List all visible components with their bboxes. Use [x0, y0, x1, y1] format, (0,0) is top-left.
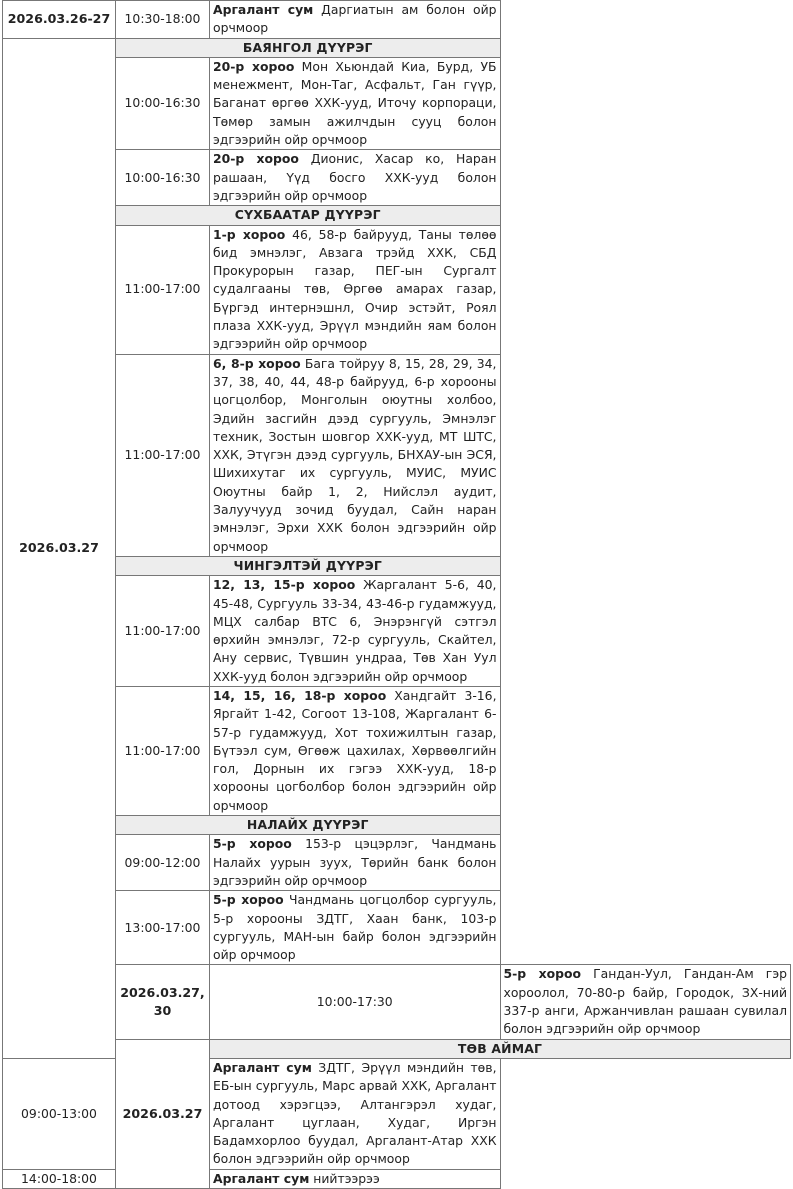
time-cell: 11:00-17:00	[116, 225, 210, 354]
area-name: 20-р хороо	[213, 58, 295, 74]
area-name: 12, 13, 15-р хороо	[213, 577, 356, 593]
location-cell	[210, 354, 501, 556]
section-row	[3, 556, 791, 575]
table-row	[3, 354, 791, 556]
location-cell	[210, 576, 501, 687]
date-cell: 2026.03.27	[3, 38, 116, 1058]
time-cell: 14:00-18:00	[3, 1169, 116, 1188]
time-cell: 09:00-13:00	[3, 1058, 116, 1169]
section-row	[3, 816, 791, 835]
area-name: Аргалант сум	[213, 2, 314, 17]
location-cell	[210, 1169, 501, 1188]
location-cell	[210, 225, 501, 354]
location-cell	[500, 965, 791, 1039]
date-cell: 2026.03.27, 30	[116, 965, 210, 1039]
location-cell	[210, 1, 501, 39]
location-text: Даргиатын ам болон ойр орчмоор	[213, 2, 497, 36]
location-cell	[210, 891, 501, 965]
table-row	[3, 686, 791, 815]
section-row	[3, 206, 791, 225]
area-name: 20-р хороо	[213, 151, 299, 167]
location-cell	[210, 1058, 501, 1169]
time-cell: 10:30-18:00	[116, 1, 210, 39]
location-text: Мон Хьюндай Киа, Бурд, УБ менежмент, Мон-Таг, Асфальт, Ган гүүр, Баганат өргөө ХХК-ууд, Иточу корпораци, Төмөр замын ажилчдын сууц болон эдгээрийн ойр орчмоор	[213, 58, 497, 148]
table-row	[3, 891, 791, 965]
area-name: 1-р хороо	[213, 226, 286, 242]
location-text: ЗДТГ, Эрүүл мэндийн төв, ЕБ-ын сургууль, Марс арвай ХХК, Аргалант дотоод хэрэгцээ, Алтангэрэл худаг, Аргалант цуглаан, Худаг, Иргэн Бадамхорлоо буудал, Аргалант-Атар ХХК болон эдгээрийн ойр орчмоор	[213, 1059, 497, 1167]
district-header-chingeltei: ЧИНГЭЛТЭЙ ДҮҮРЭГ	[116, 556, 501, 575]
area-name: 5-р хороо	[503, 966, 581, 982]
province-header-tuv: ТӨВ АЙМАГ	[210, 1039, 791, 1058]
table-row	[3, 576, 791, 687]
table-row	[3, 57, 791, 149]
location-text: Бага тойруу 8, 15, 28, 29, 34, 37, 38, 40, 44, 48-р байрууд, 6-р хорооны цогцолбор, Монголын оюутны холбоо, Эдийн засгийн дээд сургууль, Эмнэлэг техник, Зостын шовгор ХХК-ууд, МТ ШТС, ХХК, Этүгэн дээд сургууль, БНХАУ-ын ЭСЯ, Шихихутаг их сургууль, МУИС, МУИС Оюутны байр 1, 2, Нийслэл аудит, Залуучууд зочид буудал, Сайн наран эмнэлэг, Эрхи ХХК болон эдгээрийн ойр орчмоор	[213, 355, 497, 554]
location-text: Жаргалант 5-6, 40, 45-48, Сургууль 33-34, 43-46-р гудамжууд, МЦХ салбар ВТС 6, Энэрэнгүй сэтгэл өрхийн эмнэлэг, 72-р сургууль, Скайтел, Ану сервис, Түвшин ундраа, Төв Хан Уул ХХК-ууд болон эдгээрийн ойр орчмоор	[213, 577, 497, 684]
date-cell: 2026.03.27	[116, 1039, 210, 1188]
time-cell: 11:00-17:00	[116, 686, 210, 815]
time-cell: 10:00-16:30	[116, 150, 210, 206]
area-name: 14, 15, 16, 18-р хороо	[213, 687, 387, 703]
time-cell: 13:00-17:00	[116, 891, 210, 965]
table-row	[3, 965, 791, 1039]
location-text: 153-р цэцэрлэг, Чандмань Налайх уурын зуух, Төрийн банк болон эдгээрийн ойр орчмоор	[213, 836, 497, 888]
location-text: Чандмань цогцолбор сургууль, 5-р хорооны ЗДТГ, Хаан банк, 103-р сургууль, МАН-ын байр болон эдгээрийн ойр орчмоор	[213, 892, 497, 963]
time-cell: 11:00-17:00	[116, 576, 210, 687]
area-name: 5-р хороо	[213, 892, 284, 908]
time-cell: 09:00-12:00	[116, 835, 210, 891]
power-outage-schedule-table	[2, 0, 791, 1189]
location-cell	[210, 686, 501, 815]
district-header-nalaikh: НАЛАЙХ ДҮҮРЭГ	[116, 816, 501, 835]
area-name: 5-р хороо	[213, 836, 292, 852]
section-row	[3, 38, 791, 57]
district-header-sukhbaatar: СҮХБААТАР ДҮҮРЭГ	[116, 206, 501, 225]
location-text: нийтээрээ	[309, 1170, 380, 1186]
area-name: Аргалант сум	[213, 1059, 312, 1075]
table-row	[3, 225, 791, 354]
location-text: Хандгайт 3-16, Яргайт 1-42, Согоот 13-108, Жаргалант 6-57-р гудамжууд, Хот тохижилтын газар, Бүтээл сум, Өгөөж цахилах, Хөрвөөлгийн гол, Дорнын их гэгээ ХХК-ууд, 18-р хорооны цогболбор болон эдгээрийн ойр орчмоор	[213, 687, 497, 813]
date-cell: 2026.03.26-27	[3, 1, 116, 39]
location-cell	[210, 57, 501, 149]
time-cell: 10:00-17:30	[210, 965, 501, 1039]
location-cell	[210, 150, 501, 206]
table-row	[3, 1, 791, 39]
district-header-bayangol: БАЯНГОЛ ДҮҮРЭГ	[116, 38, 501, 57]
location-text: Дионис, Хасар ко, Наран рашаан, Үүд босго ХХК-ууд болон эдгээрийн ойр орчмоор	[213, 151, 497, 203]
area-name: 6, 8-р хороо	[213, 355, 301, 371]
area-name: Аргалант сум	[213, 1170, 310, 1186]
time-cell: 10:00-16:30	[116, 57, 210, 149]
time-cell: 11:00-17:00	[116, 354, 210, 556]
location-cell	[210, 835, 501, 891]
table-row	[3, 835, 791, 891]
location-text: Гандан-Уул, Гандан-Ам гэр хороолол, 70-80-р байр, Городок, ЗХ-ний 337-р анги, Аржанчивлан рашаан сувилал болон эдгээрийн ойр орчмоор	[503, 966, 787, 1037]
location-text: 46, 58-р байрууд, Таны төлөө бид эмнэлэг, Авзага трэйд ХХК, СБД Прокурорын газар, ПЕГ-ын Сургалт судалгааны төв, Өргөө амарах газар, Бүргэд интернэшнл, Очир эстэйт, Роял плаза ХХК-ууд, Эрүүл мэндийн яам болон эдгээрийн ойр орчмоор	[213, 226, 497, 352]
table-row	[3, 150, 791, 206]
section-row	[3, 1039, 791, 1058]
